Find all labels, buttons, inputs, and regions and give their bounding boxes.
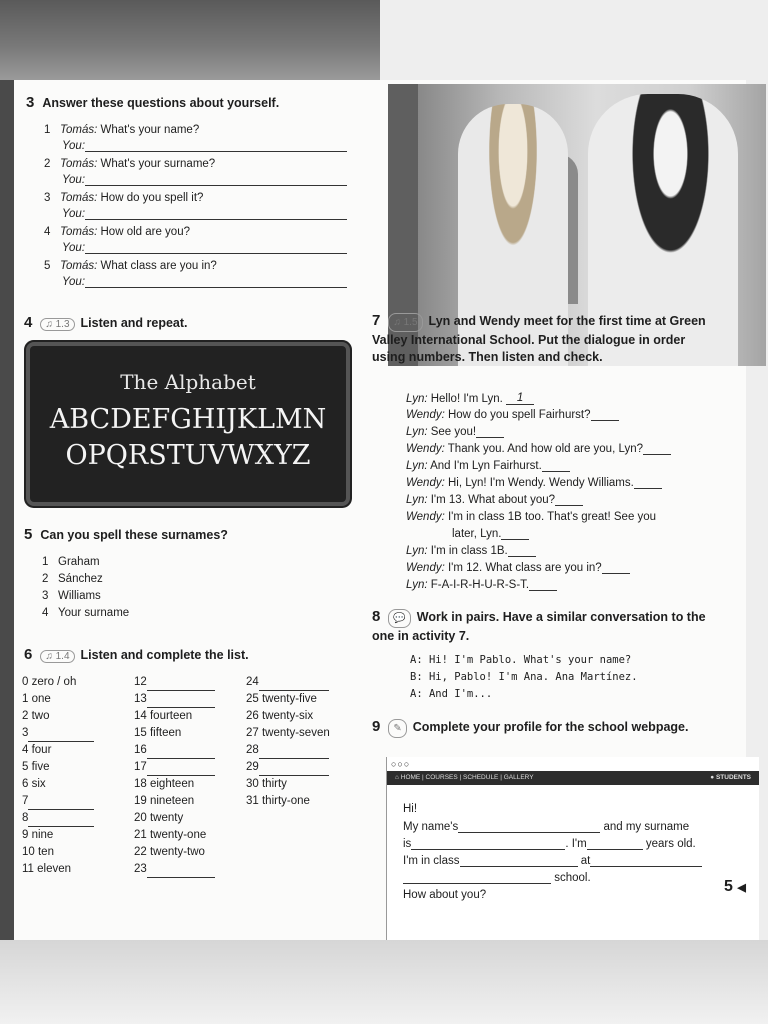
alphabet-row-1: ABCDEFGHIJKLMN: [49, 404, 327, 435]
dialogue-text: I'm in class 1B too. That's great! See you: [447, 511, 657, 523]
number-item: [134, 691, 246, 708]
name-blank[interactable]: [458, 832, 600, 833]
exercise-number: 7: [372, 312, 381, 329]
home-icon: ⌂: [395, 774, 399, 781]
number-label: 23: [134, 863, 147, 875]
exercise-title-text: Complete your profile for the school webpage.: [412, 720, 689, 734]
answer-blank-5[interactable]: [85, 287, 347, 288]
question: What's your surname?: [100, 158, 216, 170]
pencil-icon: ✎: [388, 719, 406, 738]
page-number: [724, 878, 746, 896]
background-bottom: [0, 940, 768, 1024]
you-label: You:: [62, 140, 86, 152]
profile-line-4: [403, 872, 591, 884]
number-label: 29: [246, 761, 259, 773]
dialogue-line: [406, 579, 557, 591]
number-item: 11 eleven: [22, 863, 72, 875]
background-top: [0, 0, 380, 80]
exercise-number: 8: [372, 608, 381, 625]
profile-question: How about you?: [403, 889, 487, 901]
surname-item: [42, 573, 103, 585]
dialogue-line: [406, 511, 656, 523]
number-item: 1 one: [22, 693, 51, 705]
speaker: Tomás:: [60, 158, 98, 170]
speaker: Wendy:: [406, 511, 445, 523]
item-number: 3: [44, 192, 51, 204]
speaker: Wendy:: [406, 562, 445, 574]
exercise-title-text: Listen and repeat.: [80, 316, 188, 330]
dialogue-line: [406, 494, 583, 506]
number-label: 3: [22, 727, 29, 739]
order-blank[interactable]: [501, 539, 529, 540]
alphabet-title: The Alphabet: [120, 370, 256, 394]
track-number: 1.3: [55, 319, 70, 330]
item-number: 1: [42, 556, 49, 568]
order-blank[interactable]: 1: [506, 392, 534, 405]
surname: Your surname: [58, 607, 130, 619]
surname-item: [42, 607, 129, 619]
dialogue-text: Thank you. And how old are you, Lyn?: [447, 443, 643, 455]
dialogue-text: Hello! I'm Lyn.: [430, 393, 503, 405]
exercise-title-text: Work in pairs. Have a similar conversation to the one in activity 7.: [372, 610, 706, 643]
number-label: 17: [134, 761, 147, 773]
audio-icon[interactable]: ♫ 1.3: [40, 318, 74, 331]
dialogue-line: [452, 528, 529, 540]
profile-greeting: Hi!: [403, 803, 418, 815]
dialogue-line: [406, 426, 504, 438]
profile-line-1: [403, 821, 689, 833]
number-item: [134, 861, 246, 878]
window-dots-icon: ○○○: [391, 759, 411, 769]
conversation-line: A: Hi! I'm Pablo. What's your name?: [410, 654, 632, 666]
numbers-column-3: [246, 674, 366, 810]
dialogue-line: [406, 443, 671, 455]
number-item: 20 twenty: [134, 812, 184, 824]
dialogue-text: And I'm Lyn Fairhurst.: [430, 460, 542, 472]
exercise-title-text: Can you spell these surnames?: [40, 528, 228, 542]
alphabet-row-2: OPQRSTUVWXYZ: [65, 440, 311, 471]
dialogue-line: [406, 460, 570, 472]
dialogue-line: [406, 562, 630, 574]
number-item: [134, 759, 246, 776]
dialogue-text: See you!: [430, 426, 477, 438]
number-item: [246, 742, 366, 759]
number-item: 25 twenty-five: [246, 693, 317, 705]
a5: [62, 276, 347, 288]
item-number: 2: [42, 573, 49, 585]
speaker: Tomás:: [60, 192, 98, 204]
exercise-number: 6: [24, 646, 33, 663]
students-label: ● STUDENTS: [710, 774, 751, 781]
triangle-left-icon: ◀: [737, 882, 746, 894]
age-blank[interactable]: [587, 849, 643, 850]
number-item: 31 thirty-one: [246, 795, 310, 807]
order-blank[interactable]: [529, 590, 557, 591]
item-number: 4: [44, 226, 51, 238]
numbers-column-1: [22, 674, 132, 878]
students-text: STUDENTS: [715, 774, 751, 781]
answer-blank-2[interactable]: [85, 185, 347, 186]
number-item: 27 twenty-seven: [246, 727, 330, 739]
exercise-6-title: [24, 646, 249, 663]
surname: Graham: [58, 556, 100, 568]
number-label: 12: [134, 676, 147, 688]
surname: Williams: [58, 590, 101, 602]
q4: [44, 226, 190, 238]
profile-text: I'm in class: [403, 855, 460, 867]
number-label: 16: [134, 744, 147, 756]
class-blank[interactable]: [460, 866, 578, 867]
textbook-page: [14, 80, 751, 940]
exercise-7-title: [372, 312, 712, 366]
dialogue-text: I'm in class 1B.: [430, 545, 508, 557]
question: What class are you in?: [100, 260, 217, 272]
school-webpage-panel: [386, 757, 759, 941]
numbers-column-2: [134, 674, 246, 878]
order-blank[interactable]: [555, 505, 583, 506]
number-label: 13: [134, 693, 147, 705]
profile-text: at: [580, 855, 591, 867]
exercise-number: 4: [24, 314, 33, 331]
dialogue-line: [406, 392, 534, 405]
dialogue-text: later, Lyn.: [452, 528, 502, 540]
exercise-3-title: [26, 94, 279, 111]
you-label: You:: [62, 242, 86, 254]
dialogue-text: F-A-I-R-H-U-R-S-T.: [430, 579, 530, 591]
profile-text: . I'm: [565, 838, 587, 850]
profile-text: is: [403, 838, 412, 850]
audio-icon[interactable]: ♫ 1.4: [40, 650, 74, 663]
item-number: 3: [42, 590, 49, 602]
profile-line-2: [403, 838, 696, 850]
speaker: Lyn:: [406, 494, 428, 506]
you-label: You:: [62, 174, 86, 186]
speaker: Wendy:: [406, 477, 445, 489]
number-item: 22 twenty-two: [134, 846, 205, 858]
speaker: Lyn:: [406, 579, 428, 591]
number-item: 19 nineteen: [134, 795, 195, 807]
a4: [62, 242, 347, 254]
number-item: 21 twenty-one: [134, 829, 207, 841]
order-blank[interactable]: [591, 420, 619, 421]
school-name-blank[interactable]: [403, 883, 551, 884]
answer-blank-3[interactable]: [85, 219, 347, 220]
number-item: 10 ten: [22, 846, 54, 858]
surname-item: [42, 590, 101, 602]
order-blank[interactable]: [634, 488, 662, 489]
profile-text: school.: [554, 872, 591, 884]
question: How old are you?: [100, 226, 190, 238]
number-item: 14 fourteen: [134, 710, 193, 722]
alphabet-board: [30, 346, 346, 502]
conversation-line: A: And I'm...: [410, 688, 493, 700]
number-item: 26 twenty-six: [246, 710, 314, 722]
speaker: Lyn:: [406, 426, 428, 438]
speaker: Wendy:: [406, 409, 445, 421]
number-item: 5 five: [22, 761, 50, 773]
speaker: Lyn:: [406, 545, 428, 557]
number-item: [22, 725, 132, 742]
audio-icon[interactable]: ♫ 1.5: [388, 313, 422, 332]
exercise-number: 5: [24, 526, 33, 543]
exercise-5-title: [24, 526, 228, 543]
a3: [62, 208, 347, 220]
conversation-line: B: Hi, Pablo! I'm Ana. Ana Martínez.: [410, 671, 638, 683]
nav-links[interactable]: [395, 771, 534, 785]
pair-work-icon: 💬: [388, 609, 410, 628]
speaker: Lyn:: [406, 460, 428, 472]
speaker: Tomás:: [60, 226, 98, 238]
profile-line-3: [403, 855, 702, 867]
surname-item: [42, 556, 100, 568]
question: How do you spell it?: [100, 192, 204, 204]
exercise-title-text: Listen and complete the list.: [80, 648, 249, 662]
question: What's your name?: [100, 124, 200, 136]
dialogue-line: [406, 477, 662, 489]
a2: [62, 174, 347, 186]
answer-blank-1[interactable]: [85, 151, 347, 152]
dialogue-text: I'm 13. What about you?: [430, 494, 556, 506]
speaker: Tomás:: [60, 260, 98, 272]
dialogue-line: [406, 545, 536, 557]
q3: [44, 192, 203, 204]
dialogue-text: How do you spell Fairhurst?: [447, 409, 591, 421]
number-item: 4 four: [22, 744, 52, 756]
track-number: 1.5: [403, 317, 418, 328]
speaker: Lyn:: [406, 393, 428, 405]
exercise-number: 9: [372, 718, 381, 735]
exercise-8-title: [372, 608, 712, 645]
number-item: [246, 759, 366, 776]
you-label: You:: [62, 276, 86, 288]
webpage-nav-bar: [387, 771, 759, 785]
answer-blank-4[interactable]: [85, 253, 347, 254]
number-item: 0 zero / oh: [22, 676, 77, 688]
number-item: [22, 793, 132, 810]
number-item: [246, 674, 366, 691]
q1: [44, 124, 199, 136]
number-label: 24: [246, 676, 259, 688]
number-item: [22, 810, 132, 827]
dialogue-text: I'm 12. What class are you in?: [447, 562, 602, 574]
background-edge: [0, 80, 14, 940]
profile-text: My name's: [403, 821, 459, 833]
exercise-4-title: [24, 314, 188, 331]
nav-text: HOME | COURSES | SCHEDULE | GALLERY: [400, 774, 534, 781]
item-number: 4: [42, 607, 49, 619]
dialogue-text: Hi, Lyn! I'm Wendy. Wendy Williams.: [447, 477, 634, 489]
exercise-9-title: [372, 718, 712, 738]
exercise-title-text: Lyn and Wendy meet for the first time at Green Valley International School. Put the dialogue in order using numbers. Then listen and check.: [372, 314, 706, 364]
exercise-title-text: Answer these questions about yourself.: [42, 96, 280, 110]
number-item: 30 thirty: [246, 778, 287, 790]
order-blank[interactable]: [508, 556, 536, 557]
order-blank[interactable]: [643, 454, 671, 455]
you-label: You:: [62, 208, 86, 220]
q5: [44, 260, 217, 272]
speaker: Wendy:: [406, 443, 445, 455]
order-blank[interactable]: [476, 437, 504, 438]
school-blank[interactable]: [590, 866, 702, 867]
number-label: 28: [246, 744, 259, 756]
profile-text: and my surname: [603, 821, 690, 833]
a1: [62, 140, 347, 152]
item-number: 5: [44, 260, 51, 272]
number-item: 2 two: [22, 710, 50, 722]
number-item: 6 six: [22, 778, 46, 790]
order-blank[interactable]: [602, 573, 630, 574]
item-number: 1: [44, 124, 51, 136]
number-item: 18 eighteen: [134, 778, 195, 790]
track-number: 1.4: [55, 651, 70, 662]
profile-text: years old.: [645, 838, 696, 850]
surname-blank[interactable]: [411, 849, 565, 850]
number-label: 7: [22, 795, 29, 807]
exercise-number: 3: [26, 94, 35, 111]
number-item: 15 fifteen: [134, 727, 182, 739]
speaker: Tomás:: [60, 124, 98, 136]
number-item: 9 nine: [22, 829, 54, 841]
number-item: [134, 674, 246, 691]
page-number-text: 5: [724, 878, 733, 895]
surname: Sánchez: [58, 573, 103, 585]
item-number: 2: [44, 158, 51, 170]
number-blank[interactable]: [147, 877, 215, 878]
number-item: [134, 742, 246, 759]
q2: [44, 158, 215, 170]
order-blank[interactable]: [542, 471, 570, 472]
number-label: 8: [22, 812, 29, 824]
dialogue-line: [406, 409, 619, 421]
